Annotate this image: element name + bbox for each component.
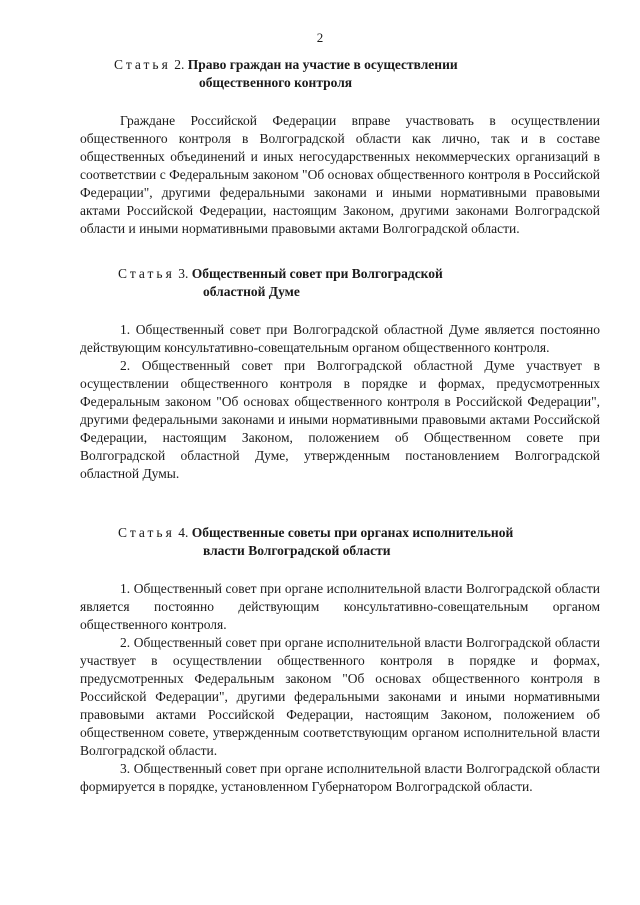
article-label: Статья [114,57,171,72]
article-title-continued: общественного контроля [199,75,353,90]
article-title: Общественный совет при Волгоградской [191,266,443,281]
paragraph: 1. Общественный совет при органе исполнительной власти Волгоградской области является постоянно действующим консультативно-совещательным органом общественного контроля. [80,581,600,632]
article-body [80,112,600,238]
article-4 [80,524,600,796]
article-heading [80,265,600,301]
article-body [80,321,600,483]
article-title-continued: областной Думе [203,284,300,299]
article-title-continued: власти Волгоградской области [203,543,391,558]
article-title: Право граждан на участие в осуществлении [187,57,458,72]
page-number: 2 [316,30,324,45]
article-heading [80,56,600,92]
paragraph: 3. Общественный совет при органе исполнительной власти Волгоградской области формируется в порядке, установленном Губернатором Волгоградской области. [80,761,600,794]
article-heading [80,524,600,560]
paragraph: 2. Общественный совет при Волгоградской областной Думе участвует в осуществлении общественного контроля в порядке и формах, предусмотренных Федеральным законом "Об основах общественного контроля в Российской Федерации", другими федеральными законами и иными нормативными правовыми актами Российской Федерации, настоящим Законом, положением об Общественном совете при Волгоградской областной Думе, утвержденным постановлением Волгоградской областной Думы. [80,358,600,481]
article-label: Статья [118,525,175,540]
article-body [80,580,600,796]
article-number: 2. [174,57,185,72]
article-number: 3. [178,266,189,281]
article-3 [80,265,600,483]
article-label: Статья [118,266,175,281]
paragraph: Граждане Российской Федерации вправе участвовать в осуществлении общественного контроля в Волгоградской области как лично, так и в составе общественных объединений и иных негосударственных некоммерческих организаций в соответствии с Федеральным законом "Об основах общественного контроля в Российской Федерации", другими федеральными законами и иными нормативными правовыми актами Российской Федерации, настоящим Законом, другими законами Волгоградской области и иными нормативными правовыми актами Волгоградской области. [80,113,600,236]
paragraph: 1. Общественный совет при Волгоградской областной Думе является постоянно действующим консультативно-совещательным органом общественного контроля. [80,322,600,355]
article-number: 4. [178,525,189,540]
article-title: Общественные советы при органах исполнительной [191,525,514,540]
article-2 [80,56,600,238]
paragraph: 2. Общественный совет при органе исполнительной власти Волгоградской области участвует в осуществлении общественного контроля в порядке и формах, предусмотренных Федеральным законом "Об основах общественного контроля в Российской Федерации", другими федеральными законами и иными нормативными правовыми актами Российской Федерации, настоящим Законом, положением об общественном совете, утвержденным соответствующим органом исполнительной власти Волгоградской области. [80,635,600,758]
